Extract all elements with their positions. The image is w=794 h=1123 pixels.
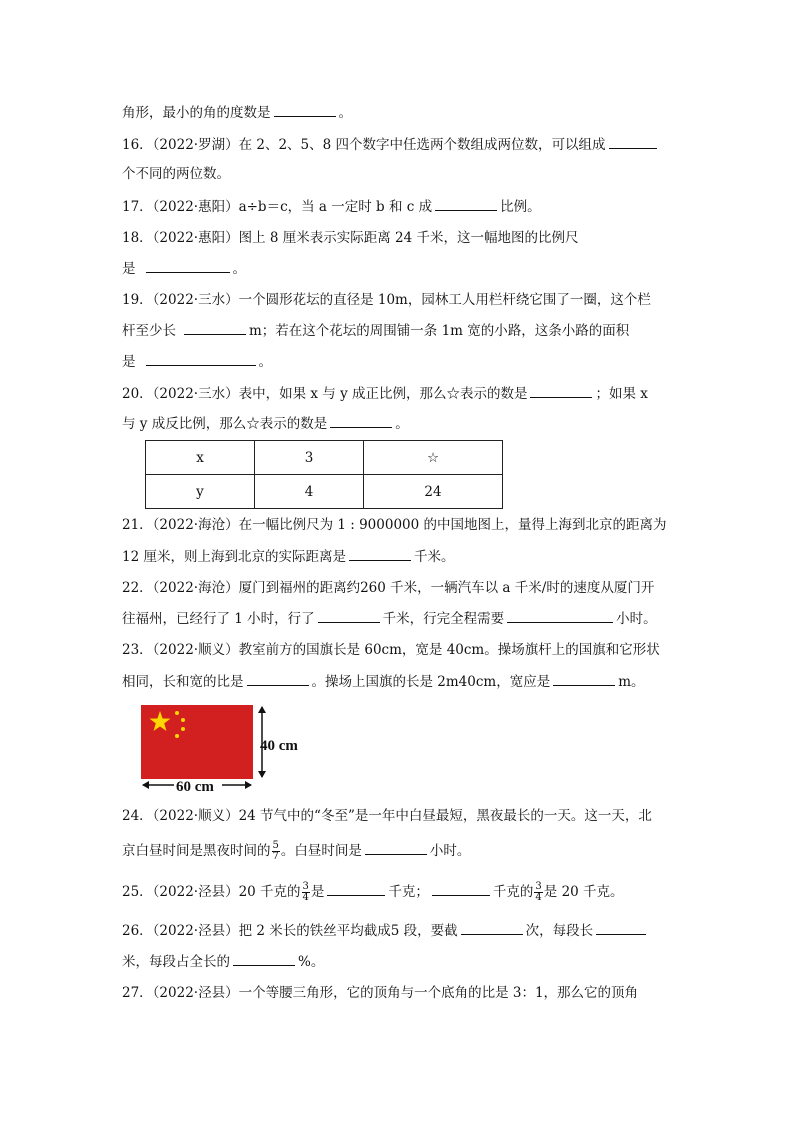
fraction-5-7: $\frac{5}{7}$ — [272, 840, 279, 862]
flag-width-label: 60 cm — [176, 779, 214, 795]
q16-line-1: 16．（2022·罗湖）在 2、2、5、8 四个数字中任选两个数组成两位数，可以组成 — [122, 134, 660, 155]
table-row-x — [146, 441, 503, 475]
q19-line-1: 19．（2022·三水）一个圆形花坛的直径是 10m，园林工人用栏杆绕它围了一圈，这个栏 — [122, 292, 651, 308]
answer-blank[interactable] — [596, 920, 646, 935]
answer-blank[interactable] — [247, 671, 309, 686]
answer-blank[interactable] — [435, 196, 497, 211]
arrow-down-icon — [258, 771, 266, 778]
fraction-3-4: $\frac{3}{4}$ — [302, 881, 309, 903]
flag-small-star-icon — [181, 727, 185, 731]
xy-table — [145, 440, 503, 509]
flag-small-star-icon — [181, 718, 185, 722]
answer-blank[interactable] — [330, 413, 392, 428]
arrow-right-icon — [245, 781, 252, 789]
table-cell: x — [146, 441, 255, 475]
q24-line-1: 24．（2022·顺义）24 节气中的“冬至”是一年中白昼最短，黑夜最长的一天。这一天，北 — [122, 808, 652, 824]
q24-line-2: 京白昼时间是黑夜时间的 $\frac{5}{7}$ 。白昼时间是 小时。 — [122, 840, 471, 862]
answer-blank[interactable] — [327, 881, 385, 896]
q15-line: 角形，最小的角的度数是 。 — [122, 102, 352, 123]
table-cell: 4 — [255, 475, 364, 509]
answer-blank[interactable] — [233, 951, 295, 966]
answer-blank[interactable] — [432, 881, 490, 896]
q23-line-1: 23．（2022·顺义）教室前方的国旗长是 60cm，宽是 40cm。操场旗杆上的国旗和它形状 — [122, 642, 660, 658]
q26-line-2: 米，每段占全长的 %。 — [122, 951, 324, 972]
answer-blank[interactable] — [507, 608, 613, 623]
answer-blank[interactable] — [274, 102, 336, 117]
flag-height-label: 40 cm — [260, 738, 298, 754]
answer-blank[interactable] — [553, 671, 615, 686]
table-cell: y — [146, 475, 255, 509]
q18-line-2: 是 。 — [122, 258, 246, 279]
q23-line-2: 相同，长和宽的比是 。操场上国旗的长是 2m40cm，宽应是 m。 — [122, 671, 645, 692]
answer-blank[interactable] — [184, 320, 246, 335]
q26-line-1: 26．（2022·泾县）把 2 米长的铁丝平均截成5 段，要截 次，每段长 — [122, 920, 649, 941]
answer-blank[interactable] — [609, 134, 657, 149]
answer-blank[interactable] — [530, 383, 592, 398]
q18-line-1: 18．（2022·惠阳）图上 8 厘米表示实际距离 24 千米，这一幅地图的比例尺 — [122, 230, 579, 246]
flag-small-star-icon — [175, 734, 179, 738]
q21-line-1: 21．（2022·海沧）在一幅比例尺为 1 : 9000000 的中国地图上，量得上海到北京的距离为 — [122, 517, 667, 533]
q21-line-2: 12 厘米，则上海到北京的实际距离是 千米。 — [122, 546, 454, 567]
table-row-y — [146, 475, 503, 509]
fraction-3-4: $\frac{3}{4}$ — [535, 881, 542, 903]
flag-small-star-icon — [175, 711, 179, 715]
q19-line-2: 杆至少长 m；若在这个花坛的周围铺一条 1m 宽的小路，这条小路的面积 — [122, 320, 629, 341]
table-cell: ☆ — [364, 441, 503, 475]
q22-line-2: 往福州，已经行了 1 小时，行了 千米，行完全程需要 小时。 — [122, 608, 657, 629]
chinese-flag-figure — [141, 705, 301, 795]
answer-blank[interactable] — [146, 258, 230, 273]
q16-line-2: 个不同的两位数。 — [122, 166, 230, 182]
q19-line-3: 是 。 — [122, 351, 272, 372]
q17-line: 17．（2022·惠阳）a÷b＝c，当 a 一定时 b 和 c 成 比例。 — [122, 196, 541, 217]
answer-blank[interactable] — [318, 608, 380, 623]
answer-blank[interactable] — [365, 840, 427, 855]
q20-line-2: 与 y 成反比例，那么☆表示的数是 。 — [122, 413, 409, 434]
q25-line: 25．（2022·泾县）20 千克的 $\frac{3}{4}$ 是 千克； 千克的 $\frac{3}{4}$ 是 20 千克。 — [122, 881, 624, 903]
table-cell: 24 — [364, 475, 503, 509]
table-cell: 3 — [255, 441, 364, 475]
arrow-up-icon — [258, 706, 266, 713]
q27-line: 27．（2022·泾县）一个等腰三角形，它的顶角与一个底角的比是 3：1，那么它的顶角 — [122, 985, 639, 1001]
flag-red-field — [141, 705, 253, 779]
answer-blank[interactable] — [461, 920, 523, 935]
q22-line-1: 22．（2022·海沧）厦门到福州的距离约260 千米，一辆汽车以 a 千米/时的速度从厦门开 — [122, 580, 655, 596]
q20-line-1: 20．（2022·三水）表中，如果 x 与 y 成正比例，那么☆表示的数是 ；如果 x — [122, 383, 648, 404]
arrow-left-icon — [142, 781, 149, 789]
answer-blank[interactable] — [146, 351, 256, 366]
answer-blank[interactable] — [349, 546, 411, 561]
